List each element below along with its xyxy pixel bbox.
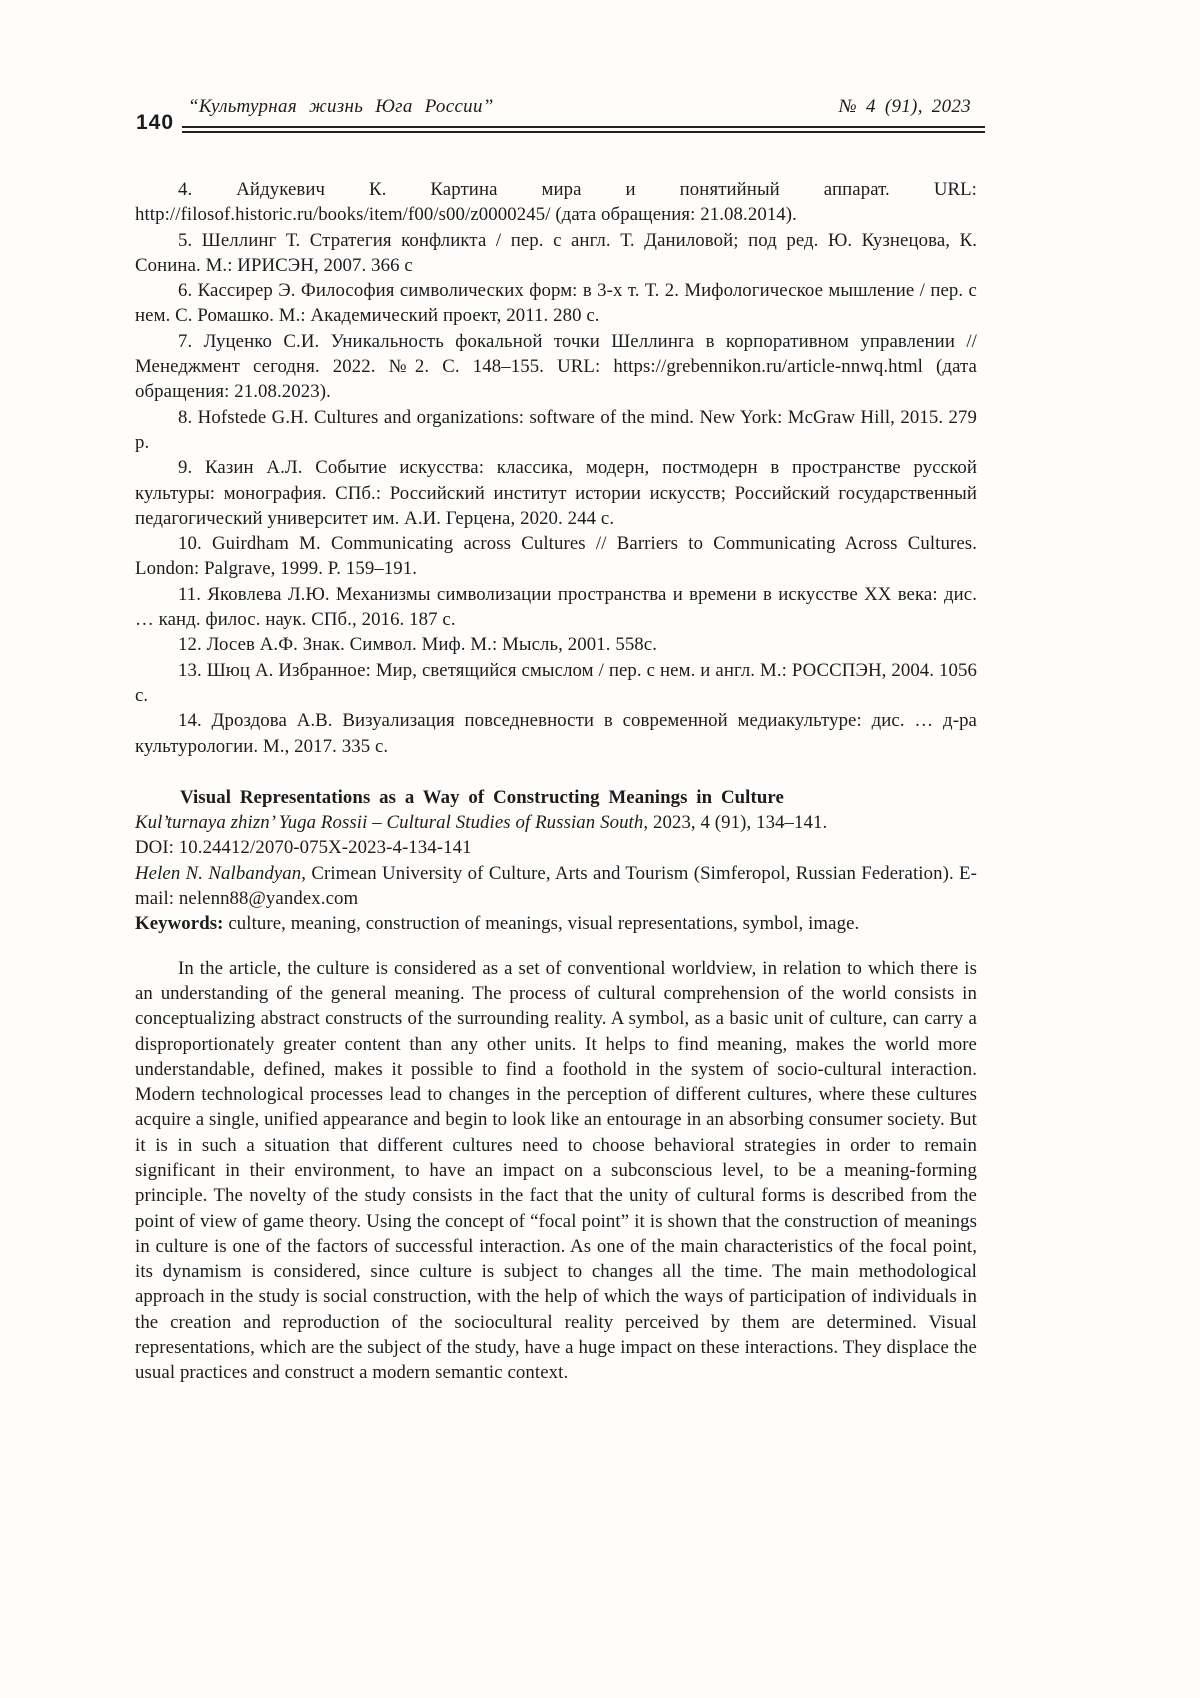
reference-item: 7. Луценко С.И. Уникальность фокальной точки Шеллинга в корпоративном управлении // Менеджмент сегодня. 2022. №2. С. 148–155. URL: https://grebennikon.ru/article-nnwq.html (дата обращения: 21.08.2023). — [135, 330, 977, 403]
page-header — [135, 96, 977, 142]
issue-number: № 4 (91), 2023 — [838, 96, 971, 117]
reference-item: 6. Кассирер Э. Философия символических форм: в 3-х т. Т. 2. Мифологическое мышление / пер. с нем. С. Ромашко. М.: Академический проект, 2011. 280 с. — [135, 280, 977, 327]
reference-item: 10. Guirdham M. Communicating across Cultures // Barriers to Communicating Across Cultures. London: Palgrave, 1999. P. 159–191. — [135, 533, 977, 580]
reference-item: 11. Яковлева Л.Ю. Механизмы символизации пространства и времени в искусстве XX века: дис. … канд. филос. наук. СПб., 2016. 187 с. — [135, 583, 977, 631]
abstract-section — [135, 956, 977, 1386]
author-name: Helen N. Nalbandyan — [135, 862, 302, 884]
citation-line — [135, 810, 977, 835]
article-metadata — [135, 785, 977, 937]
keywords-label: Keywords: — [135, 913, 224, 935]
author-affiliation: , Crimean University of Culture, Arts and Tourism (Simferopol, Russian Federation). E-mail: nelenn88@yandex.com — [135, 862, 977, 910]
reference-item: 4. Айдукевич К. Картина мира и понятийный аппарат. URL: http://filosof.historic.ru/books/item/f00/s00/z0000245/ (дата обращения: 21.08.2014). — [135, 179, 977, 226]
reference-item: 13. Шюц А. Избранное: Мир, светящийся смыслом / пер. с нем. и англ. М.: РОССПЭН, 2004. 1056 с. — [135, 659, 977, 706]
article-title: Visual Representations as a Way of Constructing Meanings in Culture — [180, 786, 784, 808]
reference-item: 14. Дроздова А.В. Визуализация повседневности в современной медиакультуре: дис. … д-ра культурологии. М., 2017. 335 с. — [135, 710, 977, 757]
citation-issue-pages: 2023, 4 (91), 134–141. — [648, 812, 828, 834]
author-line — [135, 861, 977, 912]
references-list — [135, 177, 977, 759]
page-number: 140 — [136, 111, 175, 134]
keywords-text: culture, meaning, construction of meanings, visual representations, symbol, image. — [223, 913, 860, 935]
page-body — [135, 177, 977, 1386]
keywords-line — [135, 911, 977, 936]
abstract-paragraph: In the article, the culture is considered as a set of conventional worldview, in relation to which there is an understanding of the general meaning. The process of cultural comprehension of the world consists in conceptualizing abstract constructs of the surrounding reality. A symbol, as a basic unit of culture, can carry a disproportionately greater content than any other units. It helps to find meaning, makes the world more understandable, defined, makes it possible to find a foothold in the system of socio-cultural interaction. Modern technological processes lead to changes in the perception of different cultures, where these cultures acquire a single, unified appearance and begin to look like an entourage in an absorbing consumer society. But it is in such a situation that different cultures need to choose behavioral strategies in order to remain significant in their environment, to have an impact on a subconscious level, to be a meaning-forming principle. The novelty of the study consists in the fact that the unity of cultural forms is described from the point of view of game theory. Using the concept of “focal point” it is shown that the construction of meanings in culture is one of the factors of successful interaction. As one of the main characteristics of the focal point, its dynamism is considered, since culture is subject to changes all the time. The main methodological approach in the study is social construction, with the help of which the ways of participation of individuals in the creation and reproduction of the sociocultural reality perceived by them are determined. Visual representations, which are the subject of the study, have a huge impact on these interactions. They displace the usual practices and construct a modern semantic context. — [135, 957, 977, 1384]
reference-item: 9. Казин А.Л. Событие искусства: классика, модерн, постмодерн в пространстве русской культуры: монография. СПб.: Российский институт истории искусств; Российский государственный педагогический университет им. А.И. Герцена, 2020. 244 с. — [135, 457, 977, 529]
header-double-rule — [182, 126, 985, 133]
doi-line: DOI: 10.24412/2070-075X-2023-4-134-141 — [135, 837, 472, 859]
citation-journal-name: Kul’turnaya zhizn’ Yuga Rossii – Cultural Studies of Russian South, — [135, 812, 649, 834]
journal-title: “Культурная жизнь Юга России” — [188, 96, 494, 117]
reference-item: 8. Hofstede G.H. Cultures and organizations: software of the mind. New York: McGraw Hill, 2015. 279 p. — [135, 406, 977, 453]
reference-item: 12. Лосев А.Ф. Знак. Символ. Миф. М.: Мысль, 2001. 558с. — [178, 634, 658, 656]
reference-item: 5. Шеллинг Т. Стратегия конфликта / пер. с англ. Т. Даниловой; под ред. Ю. Кузнецова, К. Сонина. М.: ИРИСЭН, 2007. 366 с — [135, 229, 977, 276]
